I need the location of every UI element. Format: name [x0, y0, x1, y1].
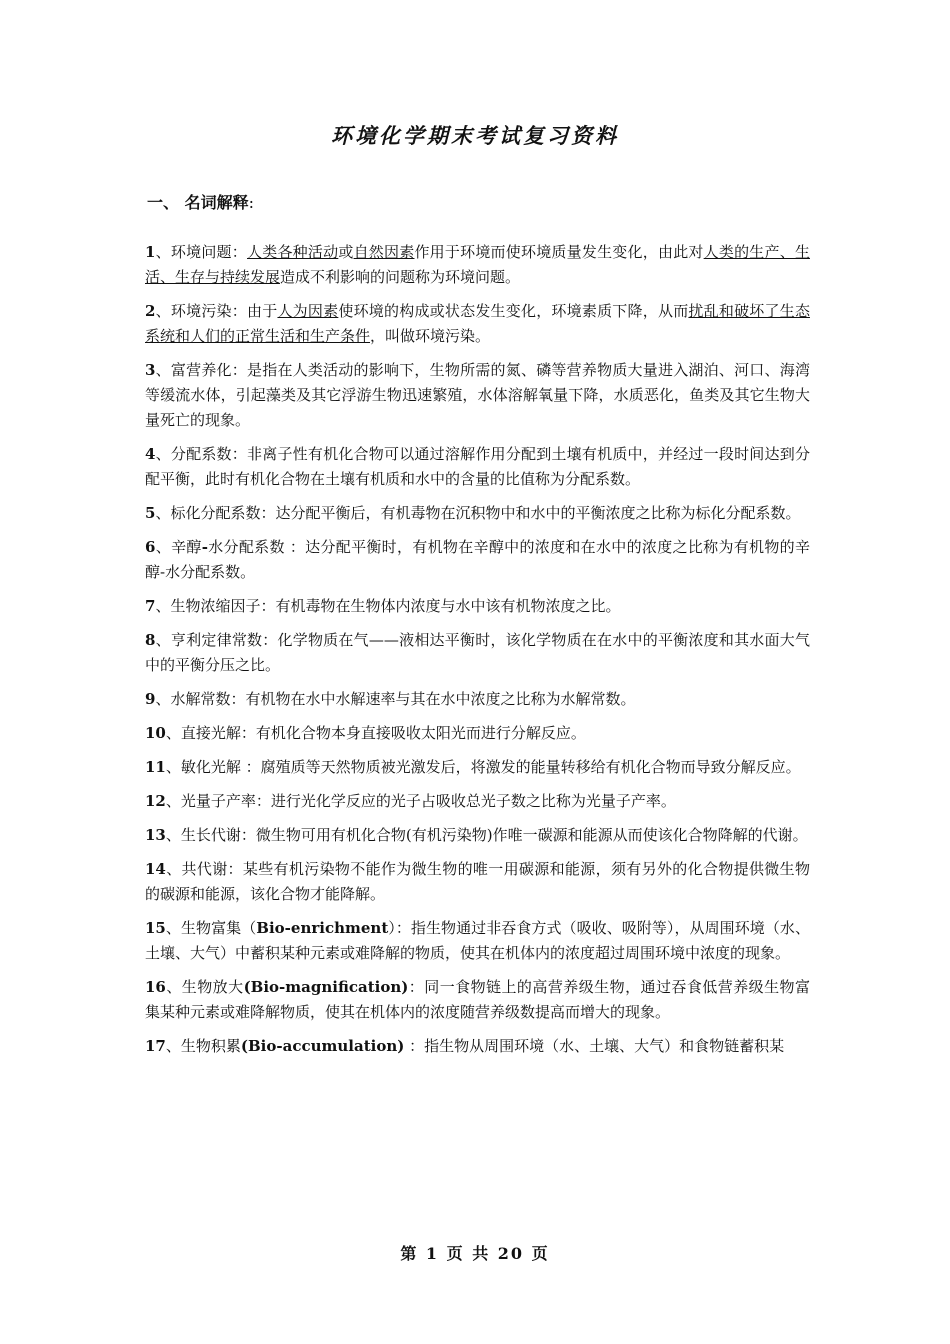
- definition-text: Bio-enrichment: [256, 919, 389, 937]
- definition-term: 生物放大: [181, 978, 244, 996]
- underlined-key-phrase: 人类各种活动: [247, 243, 339, 261]
- definition-item: [145, 594, 810, 619]
- definition-number: 16: [145, 978, 166, 996]
- definition-separator: 、: [155, 538, 172, 556]
- definition-text: 微生物可用有机化合物(有机污染物)作唯一碳源和能源从而使该化合物降解的代谢。: [255, 826, 808, 844]
- definition-term: 亨利定律常数：: [170, 631, 278, 649]
- definition-term: 共代谢：: [181, 860, 243, 878]
- definition-item: [145, 628, 810, 678]
- definition-term: 生长代谢：: [180, 826, 256, 844]
- definition-text: ：指生物从周围环境（水、土壤、大气）和食物链蓄积某: [404, 1037, 785, 1055]
- definition-separator: 、: [165, 860, 182, 878]
- definition-number: 4: [145, 445, 156, 463]
- definition-item: [145, 687, 810, 712]
- definition-text: 非离子性有机化合物可以通过溶解作用分配到土壤有机质中，并经过一段时间达到分配平衡，此时有机化合物在土壤有机质和水中的含量的比值称为分配系数。: [145, 445, 810, 488]
- definition-text: 腐殖质等天然物质被光激发后，将激发的能量转移给有机化合物而导致分解反应。: [260, 758, 801, 776]
- definition-item: [145, 501, 810, 526]
- definition-number: 9: [145, 690, 156, 708]
- definition-number: 7: [145, 597, 156, 615]
- definition-number: 2: [145, 302, 156, 320]
- definition-term: 生物富集（: [181, 919, 257, 937]
- definition-separator: 、: [165, 1037, 181, 1055]
- definition-term: 分配系数：: [170, 445, 247, 463]
- definition-text: (Bio-accumulation): [240, 1037, 405, 1055]
- definition-text: 达分配平衡后，有机毒物在沉积物中和水中的平衡浓度之比称为标化分配系数。: [275, 504, 801, 522]
- definition-text: ，叫做环境污染。: [370, 327, 491, 345]
- section-heading-text: 一、 名词解释: [147, 193, 249, 212]
- definition-text: 或: [338, 243, 354, 261]
- definition-text: 由于: [247, 302, 278, 320]
- definition-separator: 、: [155, 243, 171, 261]
- definition-text: 有机物在水中水解速率与其在水中浓度之比称为水解常数。: [245, 690, 636, 708]
- definition-item: [145, 240, 810, 290]
- underlined-key-phrase: 人类的生产、生活、生存与持续发展: [145, 243, 810, 286]
- underlined-key-phrase: 扰乱和破坏了生态系统和人们的正常生活和生产条件: [145, 302, 810, 345]
- definition-item: [145, 535, 810, 585]
- definition-text: ：同一食物链上的高营养级生物，通过吞食低营养级生物富集某种元素或难降解物质，使其在机体内的浓度随营养级数提高而增大的现象。: [145, 978, 810, 1021]
- definition-text: 化学物质在气——液相达平衡时，该化学物质在在水中的平衡浓度和其水面大气中的平衡分压之比。: [145, 631, 810, 674]
- definition-number: 10: [145, 724, 166, 742]
- underlined-key-phrase: 自然因素: [353, 243, 415, 261]
- definition-text: 某些有机污染物不能作为微生物的唯一用碳源和能源，须有另外的化合物提供微生物的碳源和能源，该化合物才能降解。: [145, 860, 810, 903]
- definition-separator: 、: [165, 792, 181, 810]
- definition-item: [145, 789, 810, 814]
- definition-separator: 、: [165, 919, 181, 937]
- definition-number: 15: [145, 919, 166, 937]
- definition-item: [145, 299, 810, 349]
- definition-separator: 、: [165, 826, 181, 844]
- definition-text: 水分配系数 ：达分配平衡时，有机物在辛醇中的浓度和在水中的浓度之比称为有机物的辛醇-水分配系数。: [145, 538, 810, 581]
- definition-term: 生物积累: [180, 1037, 241, 1055]
- definition-term: 直接光解：: [180, 724, 256, 742]
- definition-number: 3: [145, 361, 156, 379]
- definition-term: 富营养化：: [170, 361, 247, 379]
- definition-text: 有机化合物本身直接吸收太阳光而进行分解反应。: [255, 724, 586, 742]
- definition-number: 13: [145, 826, 166, 844]
- definition-number: 6: [145, 538, 156, 556]
- definition-text: (Bio-magnification): [243, 978, 409, 996]
- definition-separator: 、: [165, 978, 182, 996]
- definition-separator: 、: [155, 690, 171, 708]
- definition-separator: 、: [165, 758, 181, 776]
- definition-text: 使环境的构成或状态发生变化，环境素质下降，从而: [338, 302, 689, 320]
- section-heading: [147, 190, 254, 213]
- definition-number: 8: [145, 631, 156, 649]
- definition-term: 敏化光解 ：: [180, 758, 261, 776]
- definition-separator: 、: [155, 302, 171, 320]
- definition-text: 造成不利影响的问题称为环境问题。: [280, 268, 521, 286]
- definition-separator: 、: [155, 631, 171, 649]
- definition-text: 进行光化学反应的光子占吸收总光子数之比称为光量子产率。: [270, 792, 676, 810]
- definition-term: 水解常数：: [170, 690, 246, 708]
- definition-text: 是指在人类活动的影响下，生物所需的氮、磷等营养物质大量进入湖泊、河口、海湾等缓流水体，引起藻类及其它浮游生物迅速繁殖，水体溶解氧量下降，水质恶化，鱼类及其它生物大量死亡的现象。: [145, 361, 810, 429]
- definition-separator: 、: [155, 445, 171, 463]
- definition-item: [145, 857, 810, 907]
- definition-term: 环境污染：: [170, 302, 247, 320]
- definition-separator: 、: [155, 361, 171, 379]
- definition-term: 环境问题：: [170, 243, 247, 261]
- definition-text: -: [201, 538, 208, 556]
- definition-number: 14: [145, 860, 166, 878]
- definition-text: 有机毒物在生物体内浓度与水中该有机物浓度之比。: [275, 597, 621, 615]
- section-heading-colon: :: [248, 193, 254, 212]
- definition-item: [145, 1034, 810, 1059]
- definition-number: 1: [145, 243, 156, 261]
- definition-number: 17: [145, 1037, 166, 1055]
- definition-term: 生物浓缩因子：: [170, 597, 276, 615]
- definition-number: 11: [145, 758, 166, 776]
- definition-item: [145, 823, 810, 848]
- definition-item: [145, 442, 810, 492]
- document-title: 环境化学期末考试复习资料: [331, 123, 619, 148]
- page-footer: 第 1 页 共 20 页: [400, 1244, 550, 1263]
- definition-separator: 、: [165, 724, 181, 742]
- underlined-key-phrase: 人为因素: [277, 302, 339, 320]
- definition-text: 作用于环境而使环境质量发生变化，由此对: [414, 243, 704, 261]
- definition-item: [145, 916, 810, 966]
- definition-separator: 、: [155, 597, 171, 615]
- definition-item: [145, 358, 810, 433]
- definition-item: [145, 755, 810, 780]
- definition-term: 光量子产率：: [180, 792, 271, 810]
- definition-term: 标化分配系数：: [170, 504, 276, 522]
- definition-list: [145, 240, 810, 1068]
- definition-term: 辛醇: [171, 538, 202, 556]
- definition-item: [145, 975, 810, 1025]
- definition-separator: 、: [155, 504, 171, 522]
- definition-item: [145, 721, 810, 746]
- definition-text: ）：指生物通过非吞食方式（吸收、吸附等），从周围环境（水、土壤、大气）中蓄积某种元素或难降解的物质，使其在机体内的浓度超过周围环境中浓度的现象。: [145, 919, 810, 962]
- definition-number: 5: [145, 504, 156, 522]
- definition-number: 12: [145, 792, 166, 810]
